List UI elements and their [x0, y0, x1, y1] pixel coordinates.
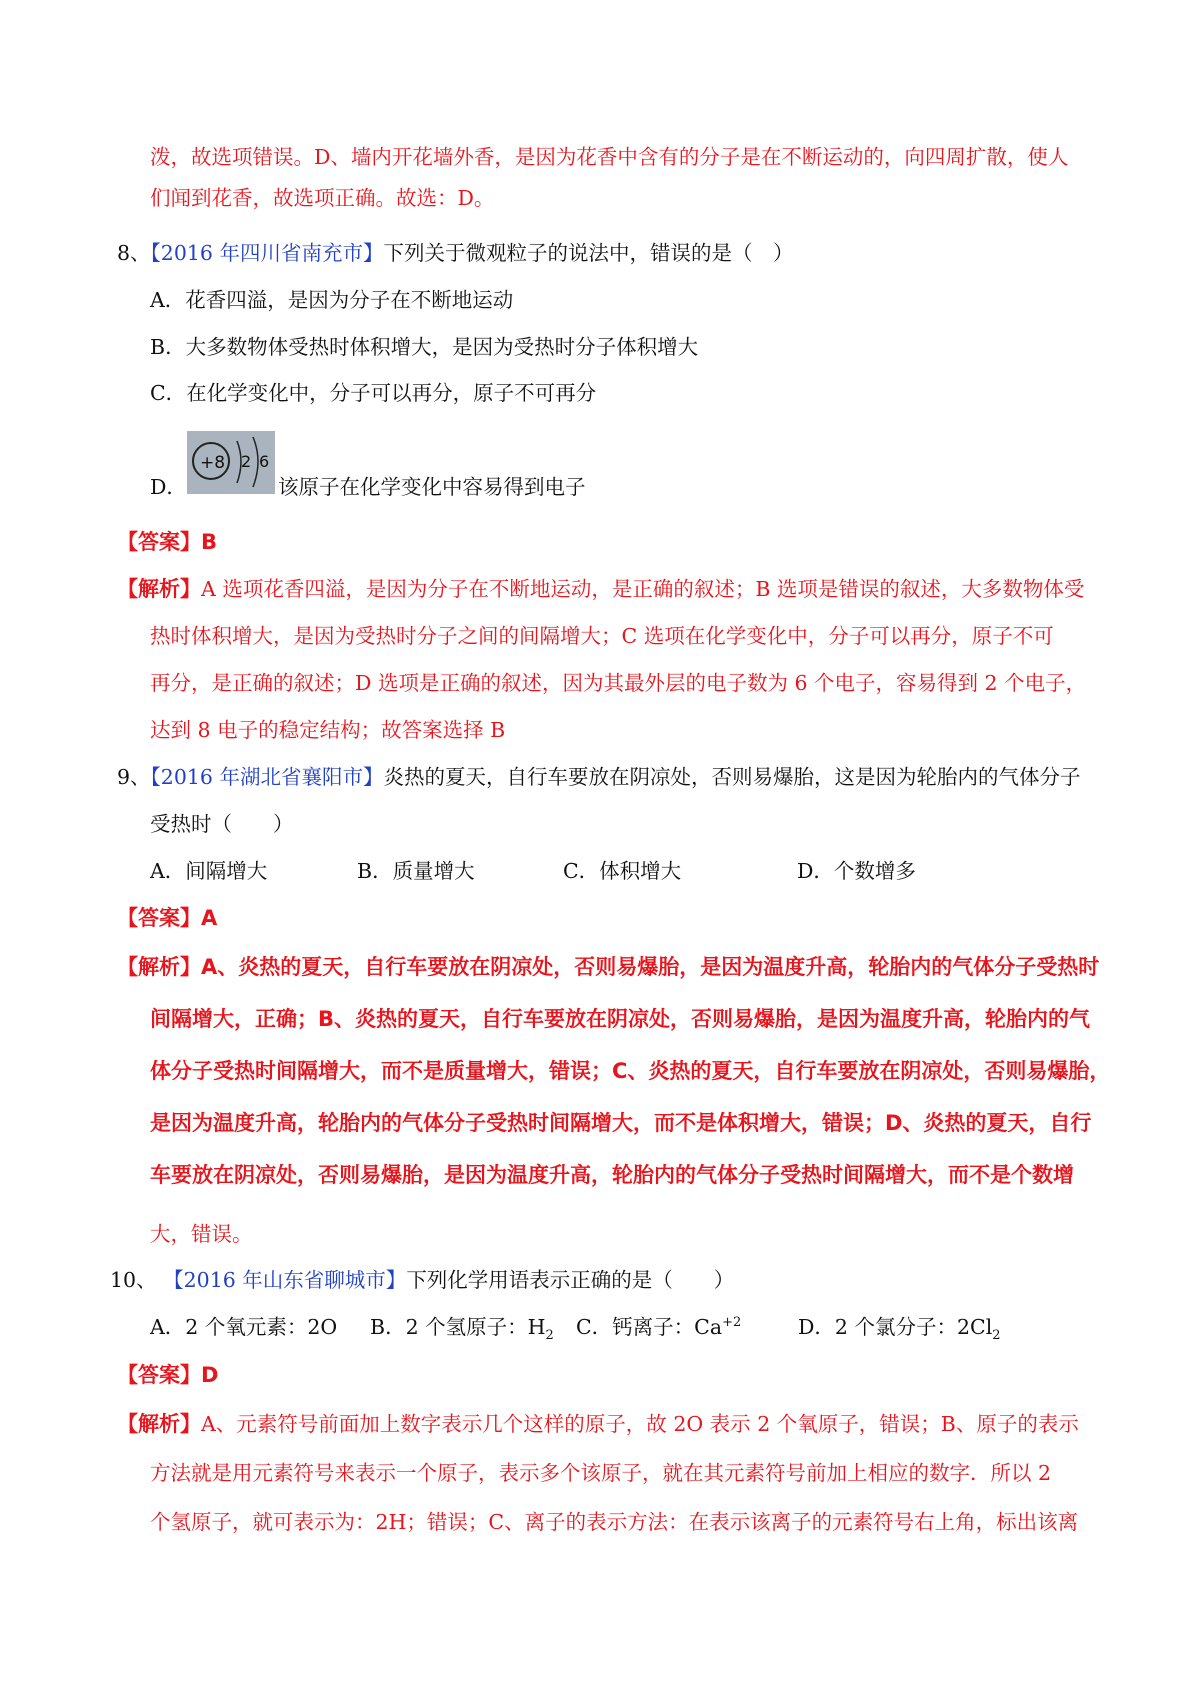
atom-structure-diagram — [187, 431, 275, 494]
shell-electrons: 6 — [259, 452, 270, 471]
option-c: C．在化学变化中，分子可以再分，原子不可再分 — [150, 381, 597, 405]
explanation-line: 车要放在阴凉处，否则易爆胎，是因为温度升高，轮胎内的气体分子受热时间隔增大，而不是个数增 — [150, 1163, 1074, 1187]
subscript: 2 — [992, 1328, 1001, 1344]
explanation-label: 【解析】 — [117, 1412, 201, 1436]
option-b: B．大多数物体受热时体积增大，是因为受热时分子体积增大 — [150, 335, 699, 359]
explanation-line — [117, 574, 1084, 604]
explanation-line: 泼，故选项错误。D、墙内开花墙外香，是因为花香中含有的分子是在不断运动的，向四周扩散，使人 — [150, 145, 1069, 169]
option-c — [576, 1312, 741, 1342]
option-b-text: B．2 个氢原子：H — [370, 1315, 546, 1339]
explanation-line: 方法就是用元素符号来表示一个原子，表示多个该原子，就在其元素符号前加上相应的数字．所以 2 — [150, 1461, 1052, 1485]
explanation-line: 再分，是正确的叙述；D 选项是正确的叙述，因为其最外层的电子数为 6 个电子，容易得到 2 个电子， — [150, 671, 1087, 695]
question-number: 10、 — [110, 1268, 157, 1292]
option-a: A．间隔增大 — [150, 859, 268, 883]
question-source: 【2016 年湖北省襄阳市】 — [150, 765, 384, 789]
question-text: 下列化学用语表示正确的是（ ） — [406, 1268, 735, 1292]
option-c: C．体积增大 — [563, 859, 682, 883]
question-number: 8、 — [117, 241, 151, 265]
explanation-line — [117, 1409, 1079, 1439]
option-c-text: C．钙离子：Ca — [576, 1315, 723, 1339]
explanation-line: 大，错误。 — [150, 1222, 253, 1246]
answer: 【答案】D — [117, 1363, 219, 1387]
option-a: A．2 个氧元素：2O — [150, 1315, 338, 1339]
question-8-stem — [117, 238, 793, 268]
explanation-line: 个氢原子，就可表示为：2H；错误；C、离子的表示方法：在表示该离子的元素符号右上角，标出该离 — [150, 1510, 1079, 1534]
question-9-stem — [117, 762, 1080, 792]
option-d-letter: D． — [150, 475, 187, 499]
explanation-label: 【解析】 — [117, 955, 201, 979]
question-source: 【2016 年山东省聊城市】 — [163, 1268, 407, 1292]
option-a: A．花香四溢，是因为分子在不断地运动 — [150, 288, 514, 312]
shell-electrons: 2 — [241, 452, 252, 471]
explanation-text: A、炎热的夏天，自行车要放在阴凉处，否则易爆胎，是因为温度升高，轮胎内的气体分子受热时 — [201, 955, 1100, 979]
question-text: 炎热的夏天，自行车要放在阴凉处，否则易爆胎，这是因为轮胎内的气体分子 — [383, 765, 1081, 789]
explanation-line: 是因为温度升高，轮胎内的气体分子受热时间隔增大，而不是体积增大，错误；D、炎热的夏天，自行 — [150, 1111, 1092, 1135]
nucleus-charge: +8 — [200, 453, 226, 473]
option-d-text: 该原子在化学变化中容易得到电子 — [278, 475, 586, 499]
question-text: 受热时（ ） — [150, 812, 294, 836]
question-10-stem — [110, 1265, 734, 1295]
question-source: 【2016 年四川省南充市】 — [150, 241, 384, 265]
question-number: 9、 — [117, 765, 151, 789]
explanation-line: 们闻到花香，故选项正确。故选：D。 — [150, 186, 495, 210]
subscript: 2 — [545, 1328, 554, 1344]
option-d-text: D．2 个氯分子：2Cl — [798, 1315, 993, 1339]
answer: 【答案】A — [117, 906, 218, 930]
option-b: B．质量增大 — [357, 859, 475, 883]
explanation-line: 达到 8 电子的稳定结构；故答案选择 B — [150, 718, 506, 742]
question-text: 下列关于微观粒子的说法中，错误的是（ ） — [383, 241, 794, 265]
explanation-label: 【解析】 — [117, 577, 201, 601]
superscript: +2 — [722, 1315, 742, 1331]
option-d — [798, 1312, 1001, 1342]
explanation-text: A 选项花香四溢，是因为分子在不断地运动，是正确的叙述；B 选项是错误的叙述，大多数物体受 — [201, 577, 1085, 601]
answer: 【答案】B — [117, 530, 218, 554]
explanation-text: A、元素符号前面加上数字表示几个这样的原子，故 2O 表示 2 个氧原子，错误；B、原子的表示 — [201, 1412, 1079, 1436]
explanation-line: 热时体积增大，是因为受热时分子之间的间隔增大；C 选项在化学变化中，分子可以再分，原子不可 — [150, 624, 1054, 648]
option-b — [370, 1312, 554, 1342]
explanation-line: 间隔增大，正确；B、炎热的夏天，自行车要放在阴凉处，否则易爆胎，是因为温度升高，轮胎内的气 — [150, 1007, 1091, 1031]
explanation-line — [117, 952, 1099, 982]
explanation-line: 体分子受热时间隔增大，而不是质量增大，错误；C、炎热的夏天，自行车要放在阴凉处，否则易爆胎， — [150, 1059, 1111, 1083]
option-d: D．个数增多 — [797, 859, 916, 883]
